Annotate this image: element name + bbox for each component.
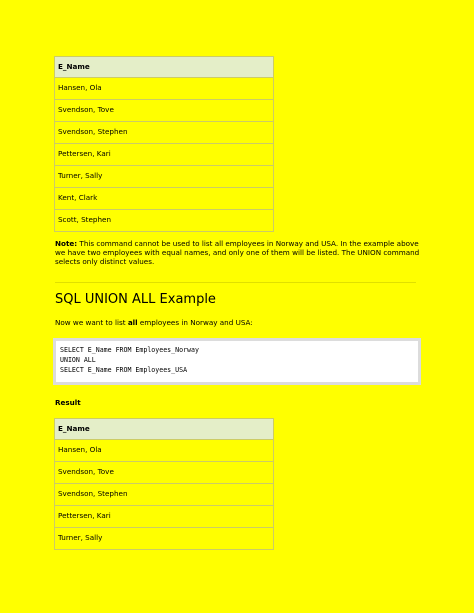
note-label: Note: bbox=[55, 239, 78, 248]
divider bbox=[55, 282, 416, 283]
note-paragraph bbox=[55, 239, 420, 267]
table-cell: Turner, Sally bbox=[55, 166, 274, 188]
section-heading: SQL UNION ALL Example bbox=[55, 292, 216, 307]
table-cell: Pettersen, Kari bbox=[55, 506, 274, 528]
table-cell: Svendson, Tove bbox=[55, 462, 274, 484]
intro-text-before: Now we want to list bbox=[55, 318, 128, 327]
result-label: Result bbox=[55, 398, 81, 407]
sql-code: SELECT E_Name FROM Employees_Norway UNION ALL SELECT E_Name FROM Employees_USA bbox=[56, 341, 418, 382]
intro-text-after: employees in Norway and USA: bbox=[137, 318, 253, 327]
table-row bbox=[55, 210, 274, 232]
column-header: E_Name bbox=[55, 419, 274, 440]
table-cell: Hansen, Ola bbox=[55, 440, 274, 462]
column-header: E_Name bbox=[55, 57, 274, 78]
table-cell: Svendson, Tove bbox=[55, 100, 274, 122]
table-row bbox=[55, 78, 274, 100]
table-row bbox=[55, 188, 274, 210]
table-row bbox=[55, 462, 274, 484]
table-cell: Svendson, Stephen bbox=[55, 122, 274, 144]
note-text: This command cannot be used to list all employees in Norway and USA. In the example above we have two employees with equal names, and only one of them will be listed. The UNION command selects only distinct values. bbox=[55, 239, 420, 267]
employees-table-1 bbox=[54, 56, 274, 232]
table-cell: Svendson, Stephen bbox=[55, 484, 274, 506]
table-row bbox=[55, 528, 274, 550]
intro-bold-word: all bbox=[127, 318, 138, 327]
table-row bbox=[55, 506, 274, 528]
table-row bbox=[55, 122, 274, 144]
table-cell: Turner, Sally bbox=[55, 528, 274, 550]
intro-paragraph bbox=[55, 318, 253, 327]
employees-table-2 bbox=[54, 418, 274, 550]
table-row bbox=[55, 484, 274, 506]
table-cell: Kent, Clark bbox=[55, 188, 274, 210]
table-row bbox=[55, 100, 274, 122]
table-cell: Pettersen, Kari bbox=[55, 144, 274, 166]
table-row bbox=[55, 440, 274, 462]
table-cell: Scott, Stephen bbox=[55, 210, 274, 232]
code-example-box bbox=[53, 338, 421, 385]
table-row bbox=[55, 166, 274, 188]
table-cell: Hansen, Ola bbox=[55, 78, 274, 100]
table-row bbox=[55, 144, 274, 166]
